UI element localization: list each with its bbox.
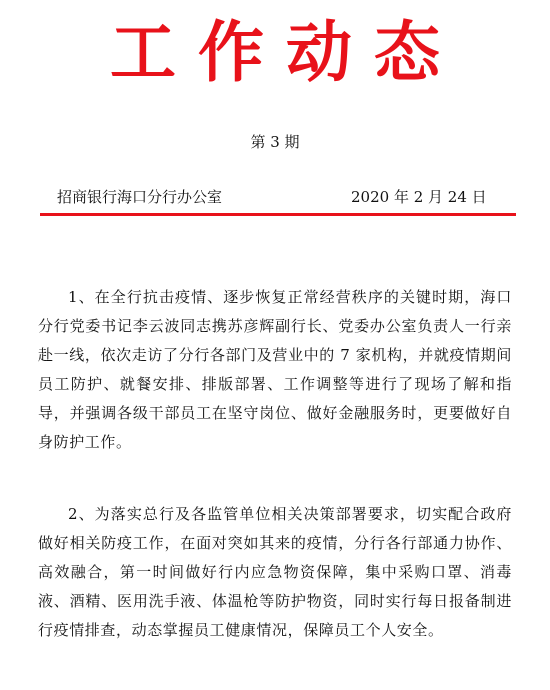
issuer-name: 招商银行海口分行办公室: [57, 188, 223, 206]
bulletin-title: 工作动态: [110, 13, 462, 91]
paragraph-1: 1、在全行抗击疫情、逐步恢复正常经营秩序的关键时期，海口分行党委书记李云波同志携苏彦辉副行长、党委办公室负责人一行亲赴一线，依次走访了分行各部门及营业中的 7 家机构，并就疫情期间员工防护、就餐安排、排版部署、工作调整等进行了现场了解和指导，并强调各级干部员工在坚守岗位、做好金融服务时，更要做好自身防护工作。: [38, 288, 512, 451]
header-red-rule: [40, 213, 516, 216]
issue-date: 2020 年 2 月 24 日: [351, 188, 487, 206]
paragraph-2: 2、为落实总行及各监管单位相关决策部署要求，切实配合政府做好相关防疫工作，在面对突如其来的疫情，分行各行部通力协作、高效融合，第一时间做好行内应急物资保障，集中采购口罩、消毒液、酒精、医用洗手液、体温枪等防护物资，同时实行每日报备制进行疫情排查，动态掌握员工健康情况，保障员工个人安全。: [38, 505, 512, 639]
issue-number: 第 3 期: [250, 133, 300, 151]
